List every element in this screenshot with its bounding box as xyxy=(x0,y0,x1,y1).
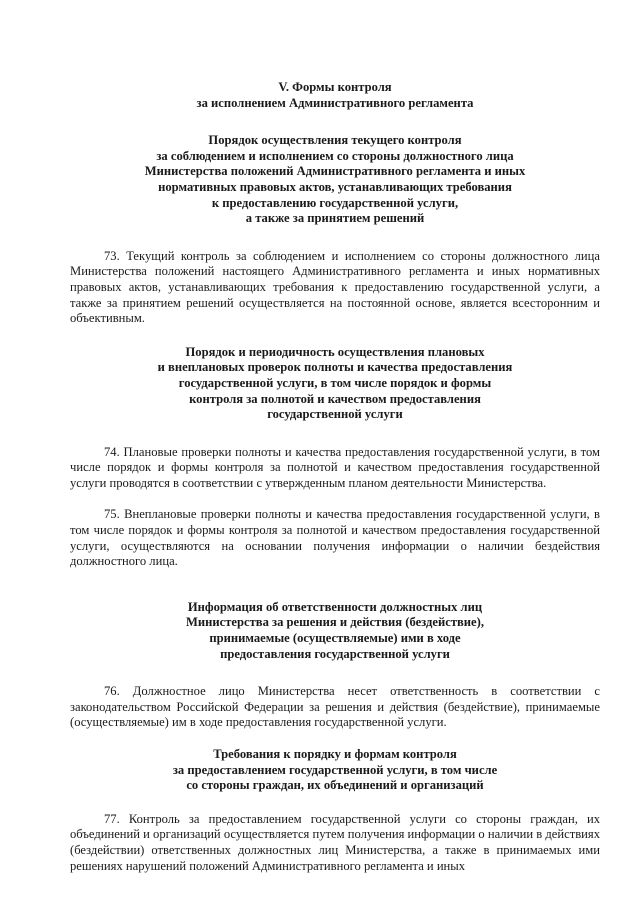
heading-line: а также за принятием решений xyxy=(245,211,425,226)
heading-line: Информация об ответственности должностных лиц xyxy=(187,599,483,614)
section-title-line: V. Формы контроля xyxy=(278,80,392,94)
heading-line: Требования к порядку и формам контроля xyxy=(213,747,457,761)
subsection-heading-citizen-control xyxy=(70,747,600,794)
paragraph-77: 77. Контроль за предоставлением государственной услуги со стороны граждан, их объединений и организаций осуществляется путем получения информации о наличии в действиях (бездействии) ответственных должностных лиц Министерства, а также в принимаемых ими решениях нарушений положений Административного регламента и иных xyxy=(70,811,600,873)
heading-line: Порядок осуществления текущего контроля xyxy=(208,133,462,148)
section-title xyxy=(70,80,600,111)
paragraph-76: 76. Должностное лицо Министерства несет ответственность в соответствии с законодательством Российской Федерации за решения и действия (бездействие), принимаемые (осуществляемые) им в ходе предоставления государственной услуги. xyxy=(70,684,600,730)
heading-line: и внеплановых проверок полноты и качества предоставления xyxy=(157,360,513,375)
heading-line: Министерства за решения и действия (бездействие), xyxy=(186,615,484,630)
subsection-heading-current-control xyxy=(70,133,600,227)
paragraph-74: 74. Плановые проверки полноты и качества предоставления государственной услуги, в том числе порядок и формы контроля за полнотой и качеством предоставления государственной услуги проводятся в соответствии с утвержденным планом деятельности Министерства. xyxy=(70,444,600,490)
section-title-line: за исполнением Административного регламента xyxy=(196,95,474,110)
paragraph-75: 75. Внеплановые проверки полноты и качества предоставления государственной услуги, в том числе порядок и формы контроля за полнотой и качеством предоставления государственной услуги, осуществляются на основании получения информации о наличии бездействия должностного лица. xyxy=(70,507,600,569)
subsection-heading-responsibility xyxy=(70,600,600,662)
heading-line: нормативных правовых актов, устанавливающих требования xyxy=(158,179,512,194)
heading-line: за предоставлением государственной услуги, в том числе xyxy=(172,762,498,777)
heading-line: Порядок и периодичность осуществления плановых xyxy=(185,344,485,359)
paragraph-73: 73. Текущий контроль за соблюдением и исполнением со стороны должностного лица Министерства положений настоящего Административного регламента и иных нормативных правовых актов, устанавливающих требования к предоставлению государственной услуги, а также за принятием решений осуществляется на постоянной основе, является всесторонним и объективным. xyxy=(70,248,600,326)
heading-line: за соблюдением и исполнением со стороны должностного лица xyxy=(156,148,514,163)
heading-line: предоставления государственной услуги xyxy=(220,646,450,661)
heading-line: со стороны граждан, их объединений и организаций xyxy=(186,778,484,793)
heading-line: принимаемые (осуществляемые) ими в ходе xyxy=(209,631,461,646)
heading-line: государственной услуги xyxy=(267,407,403,422)
heading-line: Министерства положений Административного регламента и иных xyxy=(144,164,526,179)
heading-line: контроля за полнотой и качеством предоставления xyxy=(189,391,481,406)
subsection-heading-inspections xyxy=(70,345,600,423)
heading-line: государственной услуги, в том числе порядок и формы xyxy=(178,375,492,390)
heading-line: к предоставлению государственной услуги, xyxy=(211,195,459,210)
